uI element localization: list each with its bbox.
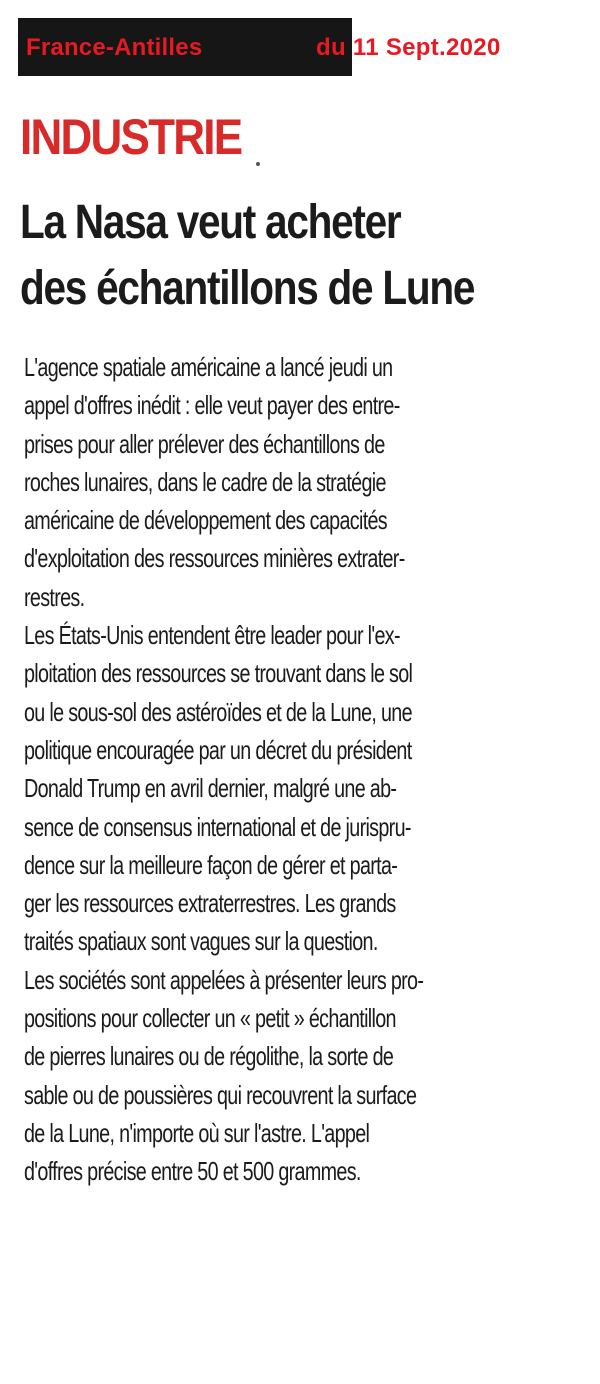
headline [20, 190, 527, 322]
body-line: sable ou de poussières qui recouvrent la surface [24, 1079, 417, 1110]
body-line: américaine de développement des capacités [24, 505, 388, 536]
publication-date: du 11 Sept.2020 [316, 34, 501, 61]
body-line: Les États-Unis entendent être leader pour l'ex- [24, 620, 400, 651]
section-rubric: INDUSTRIE [20, 109, 242, 165]
headline-line: des échantillons de Lune [20, 262, 475, 315]
body-line: traités spatiaux sont vagues sur la question. [24, 926, 378, 957]
body-line: ploitation des ressources se trouvant dans le sol [24, 658, 413, 689]
body-line: d'exploitation des ressources minières extrater- [24, 543, 405, 574]
headline-line: La Nasa veut acheter [20, 196, 401, 249]
article-body [24, 348, 556, 1191]
body-line: sence de consensus international et de jurispru- [24, 811, 411, 842]
body-line: de la Lune, n'importe où sur l'astre. L'appel [24, 1117, 370, 1148]
body-line: de pierres lunaires ou de régolithe, la sorte de [24, 1041, 394, 1072]
body-line: positions pour collecter un « petit » échantillon [24, 1003, 396, 1034]
body-line: Les sociétés sont appelées à présenter leurs pro- [24, 964, 424, 995]
paragraph-1 [24, 348, 556, 616]
body-line: politique encouragée par un décret du président [24, 734, 412, 765]
body-line: Donald Trump en avril dernier, malgré une ab- [24, 773, 397, 804]
body-line: prises pour aller prélever des échantillons de [24, 428, 385, 459]
paragraph-2 [24, 616, 556, 961]
body-line: roches lunaires, dans le cadre de la stratégie [24, 466, 386, 497]
body-line: ou le sous-sol des astéroïdes et de la Lune, une [24, 696, 412, 727]
body-line: d'offres précise entre 50 et 500 grammes. [24, 1156, 361, 1187]
body-line: dence sur la meilleure façon de gérer et parta- [24, 849, 398, 880]
paragraph-3 [24, 961, 556, 1191]
body-line: appel d'offres inédit : elle veut payer des entre- [24, 390, 400, 421]
body-line: L'agence spatiale américaine a lancé jeudi un [24, 352, 393, 382]
newspaper-name: France-Antilles [26, 34, 203, 61]
body-line: restres. [24, 581, 85, 612]
print-speck [256, 162, 260, 166]
body-line: ger les ressources extraterrestres. Les grands [24, 888, 396, 919]
